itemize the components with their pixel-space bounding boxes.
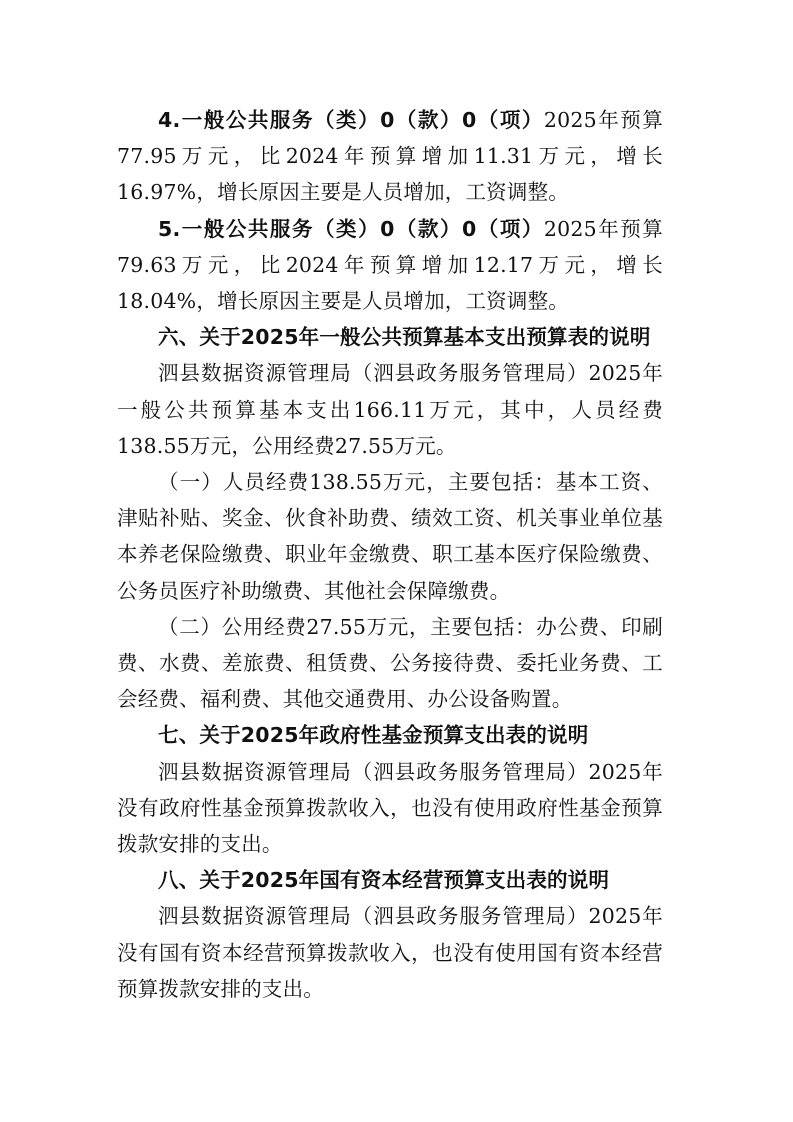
section-8-heading: 八、关于2025年国有资本经营预算支出表的说明 bbox=[158, 868, 610, 893]
item-5-text: 2025年预算79.63万元，比2024年预算增加12.17万元，增长18.04%，增长原因主要是人员增加，工资调整。 bbox=[117, 216, 663, 314]
item-5-lead: 5.一般公共服务（类）0（款）0（项） bbox=[158, 216, 544, 241]
item-5-paragraph bbox=[117, 211, 663, 320]
section-7-text: 泗县数据资源管理局（泗县政务服务管理局）2025年没有政府性基金预算拨款收入，也没有使用政府性基金预算拨款安排的支出。 bbox=[117, 759, 663, 857]
item-4-text: 2025年预算77.95万元，比2024年预算增加11.31万元，增长16.97%，增长原因主要是人员增加，工资调整。 bbox=[117, 108, 663, 205]
item-4-paragraph bbox=[117, 102, 663, 211]
section-7-heading: 七、关于2025年政府性基金预算支出表的说明 bbox=[158, 723, 589, 748]
section-6-public: （二）公用经费27.55万元，主要包括：办公费、印刷费、水费、差旅费、租赁费、公务接待费、委托业务费、工会经费、福利费、其他交通费用、办公设备购置。 bbox=[117, 614, 663, 712]
section-6-heading: 六、关于2025年一般公共预算基本支出预算表的说明 bbox=[158, 325, 651, 350]
item-4-lead: 4.一般公共服务（类）0（款）0（项） bbox=[158, 108, 544, 132]
section-8-text: 泗县数据资源管理局（泗县政务服务管理局）2025年没有国有资本经营预算拨款收入，也没有使用国有资本经营预算拨款安排的支出。 bbox=[117, 904, 663, 1001]
section-6-intro: 泗县数据资源管理局（泗县政务服务管理局）2025年一般公共预算基本支出166.11万元，其中，人员经费138.55万元，公用经费27.55万元。 bbox=[117, 361, 663, 458]
section-6-personnel: （一）人员经费138.55万元，主要包括：基本工资、津贴补贴、奖金、伙食补助费、绩效工资、机关事业单位基本养老保险缴费、职业年金缴费、职工基本医疗保险缴费、公务员医疗补助缴费、其他社会保障缴费。 bbox=[117, 470, 663, 603]
